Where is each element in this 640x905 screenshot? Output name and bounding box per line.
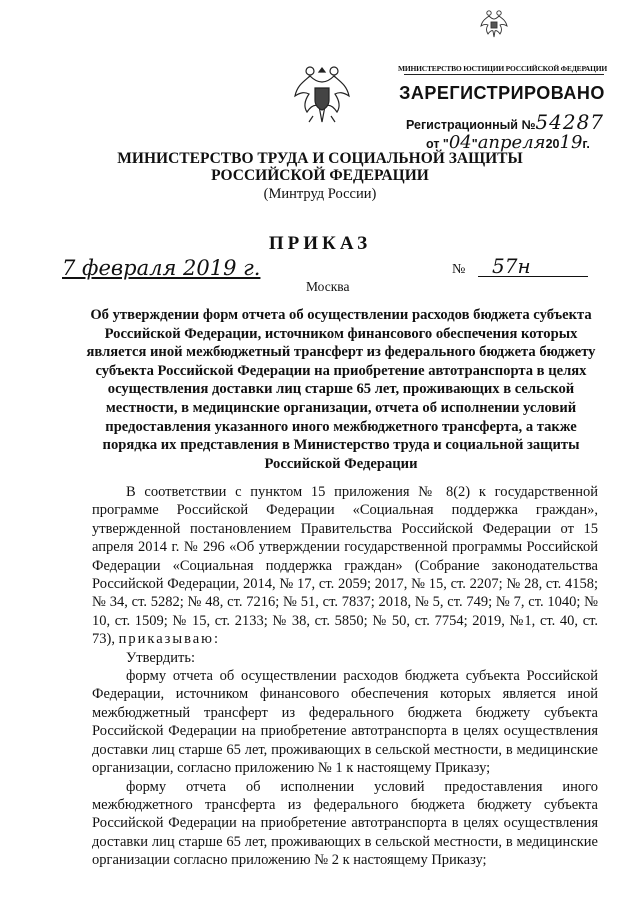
order-subject: Об утверждении форм отчета об осуществлении расходов бюджета субъекта Российской Федерации, источником финансового обеспечения которых является иной межбюджетный трансферт из федерального бюджета бюджету субъекта Российской Федерации на приобретение автотранспорта в целях осуществления доставки лиц старше 65 лет, проживающих в сельской местности, в медицинские организации, отчета об исполнении условий предоставления указанного иного межбюджетного трансферта, а также порядка их представления в Министерство труда и социальной защиты Российской Федерации [86, 307, 596, 472]
order-body [92, 483, 598, 870]
stamp-date-year: 19 [559, 132, 583, 153]
item-form-2: форму отчета об исполнении условий предоставления иного межбюджетного трансферта из федерального бюджета бюджету субъекта Российской Федерации на приобретение автотранспорта в целях осуществления доставки лиц старше 65 лет, проживающих в сельской местности, в медицинские организации согласно приложению № 2 к настоящему Приказу; [92, 778, 598, 869]
stamp-reg-label: Регистрационный № [406, 118, 536, 132]
order-number-handwritten: 57н [492, 254, 531, 278]
stamp-date-prefix: от " [426, 137, 449, 151]
order-number-label: № [452, 262, 466, 277]
ministry-short-name: (Минтруд России) [263, 186, 377, 202]
stamp-date-year-prefix: 20 [545, 137, 560, 151]
order-title: ПРИКАЗ [268, 233, 372, 254]
stamp-date-quote: " [471, 137, 478, 151]
order-city: Москва [306, 279, 350, 294]
ministry-name-line2: РОССИЙСКОЙ ФЕДЕРАЦИИ [211, 167, 429, 184]
preamble-paragraph [92, 483, 598, 649]
stamp-ministry-name: МИНИСТЕРСТВО ЮСТИЦИИ РОССИЙСКОЙ ФЕДЕРАЦИИ [398, 64, 607, 73]
coat-of-arms-emblem [293, 62, 351, 128]
order-verb: приказываю: [118, 631, 221, 648]
stamp-date-day: 04 [448, 132, 472, 153]
preamble-text: В соответствии с пунктом 15 приложения № 8(2) к государственной программе Российской Федерации «Социальная поддержка граждан», утвержденной постановлением Правительства Российской Федерации от 15 апреля 2014 г. № 296 «Об утверждении государственной программы Российской Федерации «Социальная поддержка граждан» (Собрание законодательства Российской Федерации, 2014, № 17, ст. 2059; 2017, № 15, ст. 2207; № 28, ст. 4158; № 34, ст. 5282; № 48, ст. 7216; № 51, ст. 7837; 2018, № 5, ст. 749; № 7, ст. 1040; № 10, ст. 1509; № 15, ст. 2133; № 38, ст. 5850; № 50, ст. 7754; 2019, №1, ст. 40, ст. 73), [92, 484, 598, 648]
stamp-date-month: апреля [477, 132, 546, 153]
approve-paragraph: Утвердить: [126, 649, 195, 666]
registration-stamp [398, 8, 606, 158]
stamp-registered-label: ЗАРЕГИСТРИРОВАНО [399, 83, 605, 103]
order-date-handwritten: 7 февраля 2019 г. [62, 256, 261, 280]
stamp-date-suffix: г. [582, 137, 590, 151]
stamp-reg-number-handwritten: 54287 [535, 110, 605, 134]
ministry-name-line1: МИНИСТЕРСТВО ТРУДА И СОЦИАЛЬНОЙ ЗАЩИТЫ [117, 150, 523, 167]
stamp-registration-number [406, 110, 604, 134]
item-form-1: форму отчета об осуществлении расходов бюджета субъекта Российской Федерации, источником финансового обеспечения которых является иной межбюджетный трансферт из федерального бюджета бюджету субъекта Российской Федерации на приобретение автотранспорта в целях осуществления доставки лиц старше 65 лет, проживающих в сельской местности, в медицинские организации, согласно приложению № 1 к настоящему Приказу; [92, 668, 598, 777]
stamp-divider [404, 74, 604, 75]
small-emblem-icon [480, 8, 508, 38]
